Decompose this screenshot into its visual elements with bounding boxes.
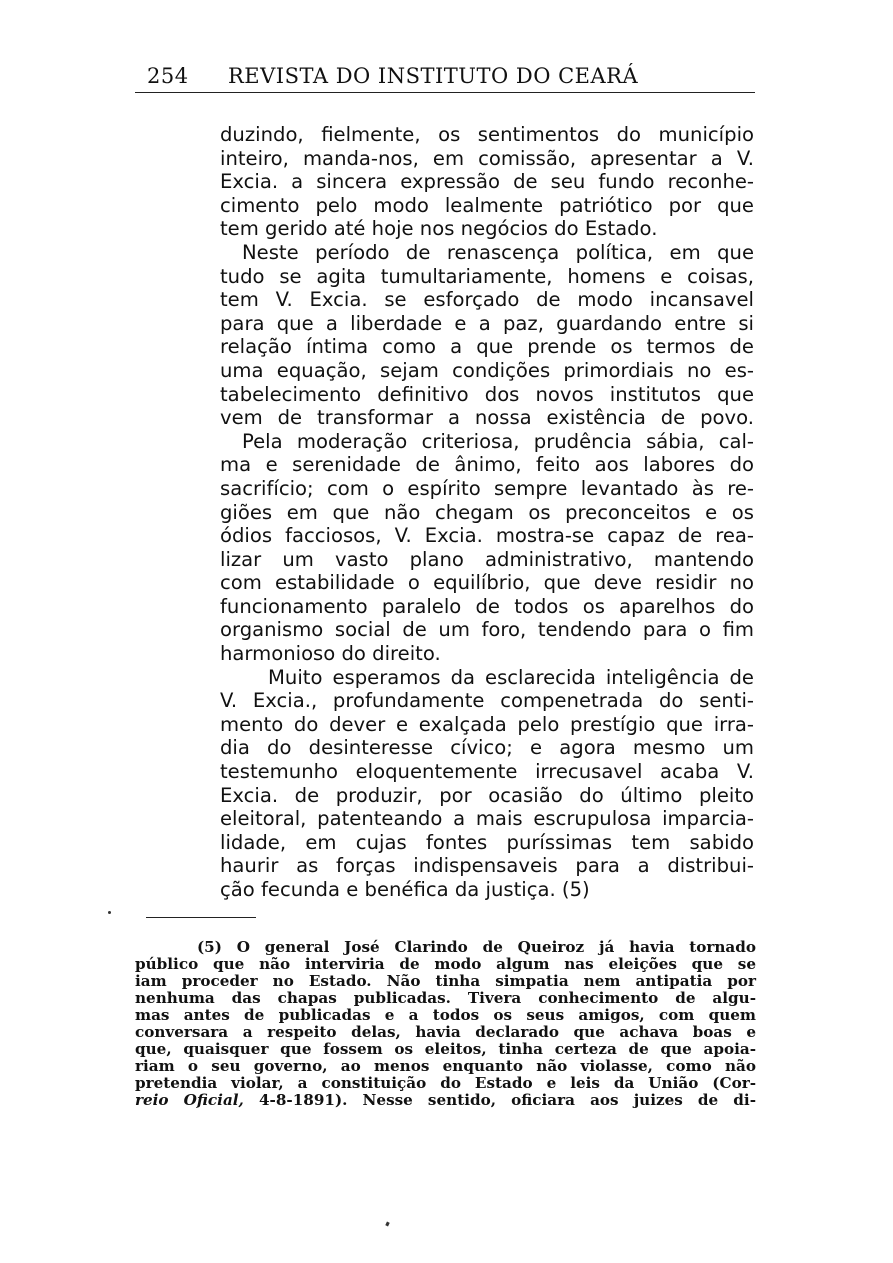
text-line: funcionamento paralelo de todos os aparelhos do: [220, 594, 754, 618]
footnote-line: mas antes de publicadas e a todos os seus amigos, com quem: [135, 1006, 756, 1025]
text-line: ódios facciosos, V. Excia. mostra-se capaz de rea-: [220, 524, 754, 548]
text-line: ção fecunda e benéfica da justiça. (5): [220, 878, 590, 901]
text-line: testemunho eloquentemente irrecusavel acaba V.: [220, 760, 754, 784]
footnote-rule: [146, 917, 256, 918]
main-text: [220, 123, 754, 902]
text-line: lizar um vasto plano administrativo, mantendo: [220, 547, 754, 571]
text-line: lidade, em cujas fontes puríssimas tem sabido: [220, 830, 754, 854]
text-line: mento do dever e exalçada pelo prestígio que irra-: [220, 712, 754, 736]
footnote-source-title: reio Oficial,: [135, 1091, 244, 1110]
text-line: V. Excia., profundamente compenetrada do senti-: [220, 689, 754, 713]
footnote-line: pretendia violar, a constituição do Estado e leis da União (Cor-: [135, 1074, 756, 1093]
print-speck: [385, 1222, 389, 1227]
footnote-line: iam proceder no Estado. Não tinha simpatia nem antipatia por: [135, 972, 756, 991]
footnote: [135, 939, 756, 1109]
text-line: organismo social de um foro, tendendo para o fim: [220, 618, 754, 642]
text-line: tudo se agita tumultariamente, homens e coisas,: [220, 264, 754, 288]
journal-title: REVISTA DO INSTITUTO DO CEARÁ: [228, 64, 639, 88]
footnote-line: conversara a respeito delas, havia declarado que achava boas e: [135, 1023, 756, 1042]
running-header: [135, 60, 755, 94]
page-number: 254: [147, 64, 189, 88]
text-line: harmonioso do direito.: [220, 642, 441, 666]
text-line: com estabilidade o equilíbrio, que deve residir no: [220, 571, 754, 595]
text-line: tem gerido até hoje nos negócios do Estado.: [220, 217, 658, 241]
paragraph-start-line: Pela moderação criteriosa, prudência sábia, cal-: [242, 429, 754, 453]
footnote-line-last: [135, 1092, 756, 1109]
footnote-line: que, quaisquer que fossem os eleitos, tinha certeza de que apoia-: [135, 1040, 756, 1059]
text-line: tem V. Excia. se esforçado de modo incansavel: [220, 288, 754, 312]
text-line: para que a liberdade e a paz, guardando entre si: [220, 311, 754, 335]
paragraph-start-line: Neste período de renascença política, em que: [242, 240, 754, 264]
text-line: haurir as forças indispensaveis para a distribui-: [220, 854, 754, 878]
text-line: inteiro, manda-nos, em comissão, apresentar a V.: [220, 146, 754, 170]
print-speck: [108, 911, 111, 914]
text-line: Excia. a sincera expressão de seu fundo reconhe-: [220, 170, 754, 194]
text-line: sacrifício; com o espírito sempre levantado às re-: [220, 476, 754, 500]
text-line: uma equação, sejam condições primordiais no es-: [220, 358, 754, 382]
text-line: Excia. de produzir, por ocasião do último pleito: [220, 783, 754, 807]
header-rule: [135, 92, 755, 93]
text-line: eleitoral, patenteando a mais escrupulosa imparcia-: [220, 807, 754, 831]
text-line: cimento pelo modo lealmente patriótico por que: [220, 193, 754, 217]
text-line: giões em que não chegam os preconceitos e os: [220, 500, 754, 524]
footnote-line: (5) O general José Clarindo de Queiroz já havia tornado: [197, 938, 756, 956]
footnote-line: riam o seu governo, ao menos enquanto não violasse, como não: [135, 1057, 756, 1076]
text-line: dia do desinteresse cívico; e agora mesmo um: [220, 736, 754, 760]
text-line: ma e serenidade de ânimo, feito aos labores do: [220, 453, 754, 477]
footnote-line: público que não interviria de modo algum nas eleições que se: [135, 955, 756, 974]
text-line: duzindo, fielmente, os sentimentos do município: [220, 123, 754, 146]
footnote-source-rest: 4-8-1891). Nesse sentido, oficiara aos juizes de di-: [243, 1091, 756, 1110]
text-line: vem de transformar a nossa existência de povo.: [220, 406, 754, 430]
footnote-line: nenhuma das chapas publicadas. Tivera conhecimento de algu-: [135, 989, 756, 1008]
text-line: tabelecimento definitivo dos novos institutos que: [220, 382, 754, 406]
paragraph-start-line: Muito esperamos da esclarecida inteligência de: [268, 665, 754, 689]
text-line: relação íntima como a que prende os termos de: [220, 335, 754, 359]
